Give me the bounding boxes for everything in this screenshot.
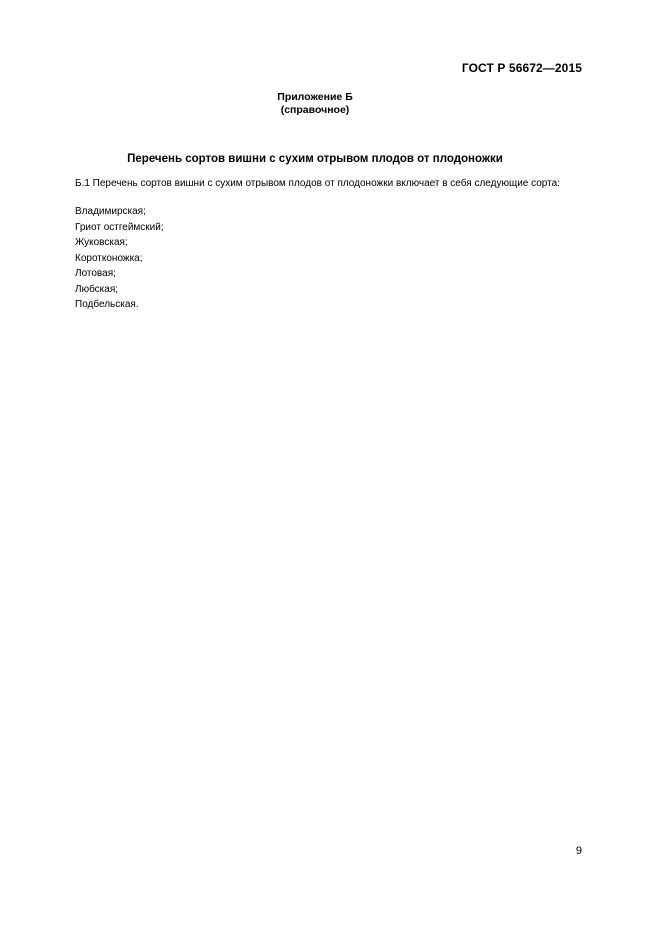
list-item: Любская; <box>75 283 119 295</box>
section-title: Перечень сортов вишни с сухим отрывом плодов от плодоножки <box>127 153 503 165</box>
appendix-heading <box>0 91 630 117</box>
list-item: Гриот остгеймский; <box>75 221 164 233</box>
variety-list <box>75 204 164 313</box>
appendix-subtitle: (справочное) <box>280 104 350 116</box>
appendix-title: Приложение Б <box>277 91 353 103</box>
list-item: Лотовая; <box>75 268 116 279</box>
list-item: Коротконожка; <box>75 252 143 264</box>
list-item: Подбельская. <box>75 299 139 310</box>
list-item: Владимирская; <box>75 206 146 217</box>
document-code: ГОСТ Р 56672—2015 <box>461 61 582 75</box>
list-item: Жуковская; <box>75 237 128 248</box>
intro-paragraph: Б.1 Перечень сортов вишни с сухим отрывом плодов от плодоножки включает в себя следующие сорта: <box>75 178 560 189</box>
page-number: 9 <box>575 845 582 857</box>
